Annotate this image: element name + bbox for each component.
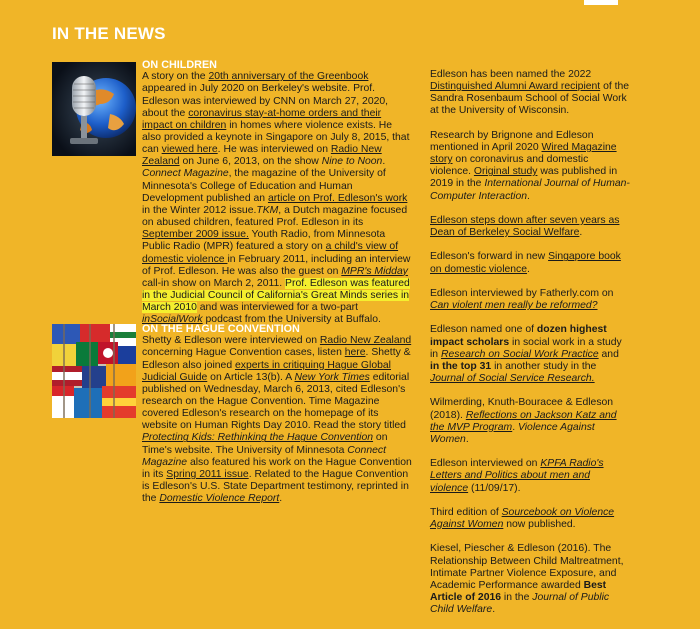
magazine-title: Connect Magazine	[142, 444, 386, 468]
text: . Shetty & Edleson also joined	[142, 347, 411, 371]
children-heading: ON CHILDREN	[142, 59, 217, 71]
original-study-link[interactable]: Original study	[473, 166, 538, 178]
radio-new-zealand-link[interactable]: Radio New Zealand	[142, 144, 382, 168]
text: editorial published on Wednesday, March 6, 2013, cited Edleson's research on the Hague Convention. Time Magazine covered Edleson's research on the homepage of its website on Human Rights Day 2010. Read the story titled	[142, 371, 410, 432]
text: in homes where violence exists. He also provided a keynote in Singapore on July 8, 2015, that can	[142, 119, 410, 156]
text: on June 6, 2013, on the show	[179, 156, 322, 168]
microphone-globe-icon	[52, 62, 136, 156]
text: Kiesel, Piescher & Edleson (2016). The Relationship Between Child Maltreatment, Intimate Partner Violence Exposure, and Academic Performance awarded	[430, 543, 624, 591]
text: .	[527, 263, 530, 275]
text: Edleson has been named the 2022	[430, 69, 592, 80]
spring-issue-link[interactable]: Spring 2011 issue	[166, 468, 249, 480]
sourcebook-link[interactable]: Sourcebook on Violence Against Women	[430, 506, 615, 531]
text: .	[465, 433, 469, 445]
bold-text: Best Article of 2016	[430, 579, 607, 603]
text: Edleson named one of	[430, 324, 537, 336]
text: and was interviewed for a two-part	[196, 302, 359, 314]
journal-title: Violence Against Women	[430, 421, 595, 445]
news-item	[430, 69, 630, 118]
text: Edleson interviewed on	[430, 458, 541, 470]
text: Edleson's forward in new	[430, 251, 549, 263]
greenbook-link[interactable]: 20th anniversary of the Greenbook	[208, 71, 369, 83]
text: .	[512, 421, 518, 433]
page-title: IN THE NEWS	[52, 24, 166, 43]
nyt-link[interactable]: New York Times	[294, 371, 370, 383]
cnn-coronavirus-link[interactable]: coronavirus stay-at-home orders and their impact on children	[142, 107, 382, 131]
journal-title: Journal of Public Child Welfare	[430, 592, 610, 616]
text: Edleson interviewed by Fatherly.com on	[430, 287, 614, 299]
text: in social work in a study in	[430, 336, 622, 360]
keynote-video-link[interactable]: viewed here	[161, 144, 218, 156]
text: podcast from the University at Buffalo.	[202, 314, 381, 326]
news-item	[430, 397, 630, 446]
text: on Time's website. The University of Minnesota	[142, 432, 388, 456]
tkm-title: TKM	[256, 204, 279, 216]
news-item	[430, 324, 630, 385]
insocialwork-link[interactable]: inSocialWork	[142, 314, 203, 326]
news-item	[430, 507, 630, 531]
mpr-midday-link[interactable]: MPR's Midday	[341, 265, 408, 277]
text: and	[598, 348, 619, 360]
text: . Related to the Hague Convention is Edleson's U.S. State Department testimony, reprinted in the	[142, 468, 409, 505]
text: .	[279, 493, 283, 505]
news-item	[430, 251, 630, 275]
text: Third edition of	[430, 506, 502, 518]
hague-article	[142, 323, 414, 505]
top-white-tab	[584, 0, 618, 5]
text: in February 2011, including an interview of Prof. Edleson. He was also the guest on	[142, 253, 411, 277]
news-item	[430, 543, 630, 616]
news-item	[430, 458, 630, 494]
text: appeared in July 2020 on Berkeley's website. Prof. Edleson was interviewed by CNN on March 27, 2020, about the	[142, 83, 389, 119]
text: , a Dutch magazine focused on abused children, featured Prof. Edleson in its	[142, 204, 408, 229]
text: also featured his work on the Hague Convention in its	[142, 456, 412, 480]
jssr-link[interactable]: Journal of Social Service Research.	[430, 373, 595, 385]
magazine-title: Connect Magazine	[142, 168, 229, 180]
news-item	[430, 288, 630, 312]
fatherly-link[interactable]: Can violent men really be reformed?	[430, 300, 598, 312]
judicial-guide-link[interactable]: experts in critiquing Hague Global Judicial Guide	[142, 359, 391, 383]
children-article	[142, 59, 414, 326]
text: concerning Hague Convention cases, listen	[142, 347, 345, 359]
world-flags-icon	[52, 324, 136, 418]
dv-report-link[interactable]: Domestic Violence Report	[159, 493, 280, 505]
text: .	[579, 227, 583, 239]
text: Research by Brignone and Edleson mentioned in April 2020	[430, 129, 594, 153]
text: in the	[501, 592, 533, 603]
news-item	[430, 130, 630, 203]
text: on Article 13(b). A	[207, 371, 295, 383]
text: (11/09/17).	[468, 482, 521, 494]
text: was published in 2019 in the	[430, 166, 618, 190]
bold-text: dozen highest impact scholars	[430, 324, 607, 348]
text: now published.	[503, 519, 576, 531]
text: , the magazine of the University of Minnesota's College of Education and Human Development published an	[142, 168, 386, 204]
text: . He was interviewed on	[217, 144, 331, 156]
news-item	[430, 215, 630, 239]
bold-text: in the top 31	[430, 360, 492, 372]
listen-here-link[interactable]: here	[344, 347, 366, 359]
text: call-in show on March 2, 2011.	[142, 277, 286, 289]
text: A story on the	[142, 71, 209, 83]
wired-story-link[interactable]: Wired Magazine story	[430, 141, 617, 166]
text: in another study in the	[491, 360, 597, 372]
hague-heading: ON THE HAGUE CONVENTION	[142, 323, 300, 335]
connect-article-link[interactable]: article on Prof. Edleson's work	[267, 192, 408, 204]
text: .	[492, 604, 496, 616]
text: .	[382, 156, 386, 168]
reflections-link[interactable]: Reflections on Jackson Katz and the MVP Program	[430, 409, 617, 433]
highlighted-text: Prof. Edleson was featured in the Judicial Council of California's Great Minds series in March 2010	[142, 277, 410, 314]
text: Youth Radio, from Minnesota Public Radio (MPR) featured a story on	[142, 229, 386, 253]
kpfa-link[interactable]: KPFA Radio's Letters and Politics about men and violence	[430, 458, 604, 494]
rswp-link[interactable]: Research on Social Work Practice	[440, 348, 599, 360]
text: .	[527, 190, 530, 202]
time-story-link[interactable]: Protecting Kids: Rethinking the Hague Convention	[142, 432, 374, 444]
alumni-award-link[interactable]: Distinguished Alumni Award recipient	[430, 81, 601, 93]
text: on coronavirus and domestic violence.	[430, 154, 589, 178]
journal-title: International Journal of Human-Computer Interaction	[430, 178, 630, 202]
show-title: Nine to Noon	[321, 156, 383, 168]
steps-down-link[interactable]: Edleson steps down after seven years as Dean of Berkeley Social Welfare	[430, 214, 620, 239]
news-list	[430, 69, 630, 629]
text: Shetty & Edleson were interviewed on	[142, 335, 320, 347]
youth-radio-link[interactable]: a child's view of domestic violence	[142, 241, 399, 265]
text: in the Winter 2012 issue.	[142, 204, 257, 216]
radio-new-zealand-link[interactable]: Radio New Zealand	[319, 335, 412, 347]
singapore-book-link[interactable]: Singapore book on domestic violence	[430, 251, 621, 275]
text: Wilmerding, Knuth-Bouracee & Edleson (2018).	[430, 397, 614, 421]
text: of the Sandra Rosenbaum School of Social Work at the University of Wisconsin.	[430, 81, 630, 117]
tkm-issue-link[interactable]: September 2009 issue.	[142, 229, 249, 241]
